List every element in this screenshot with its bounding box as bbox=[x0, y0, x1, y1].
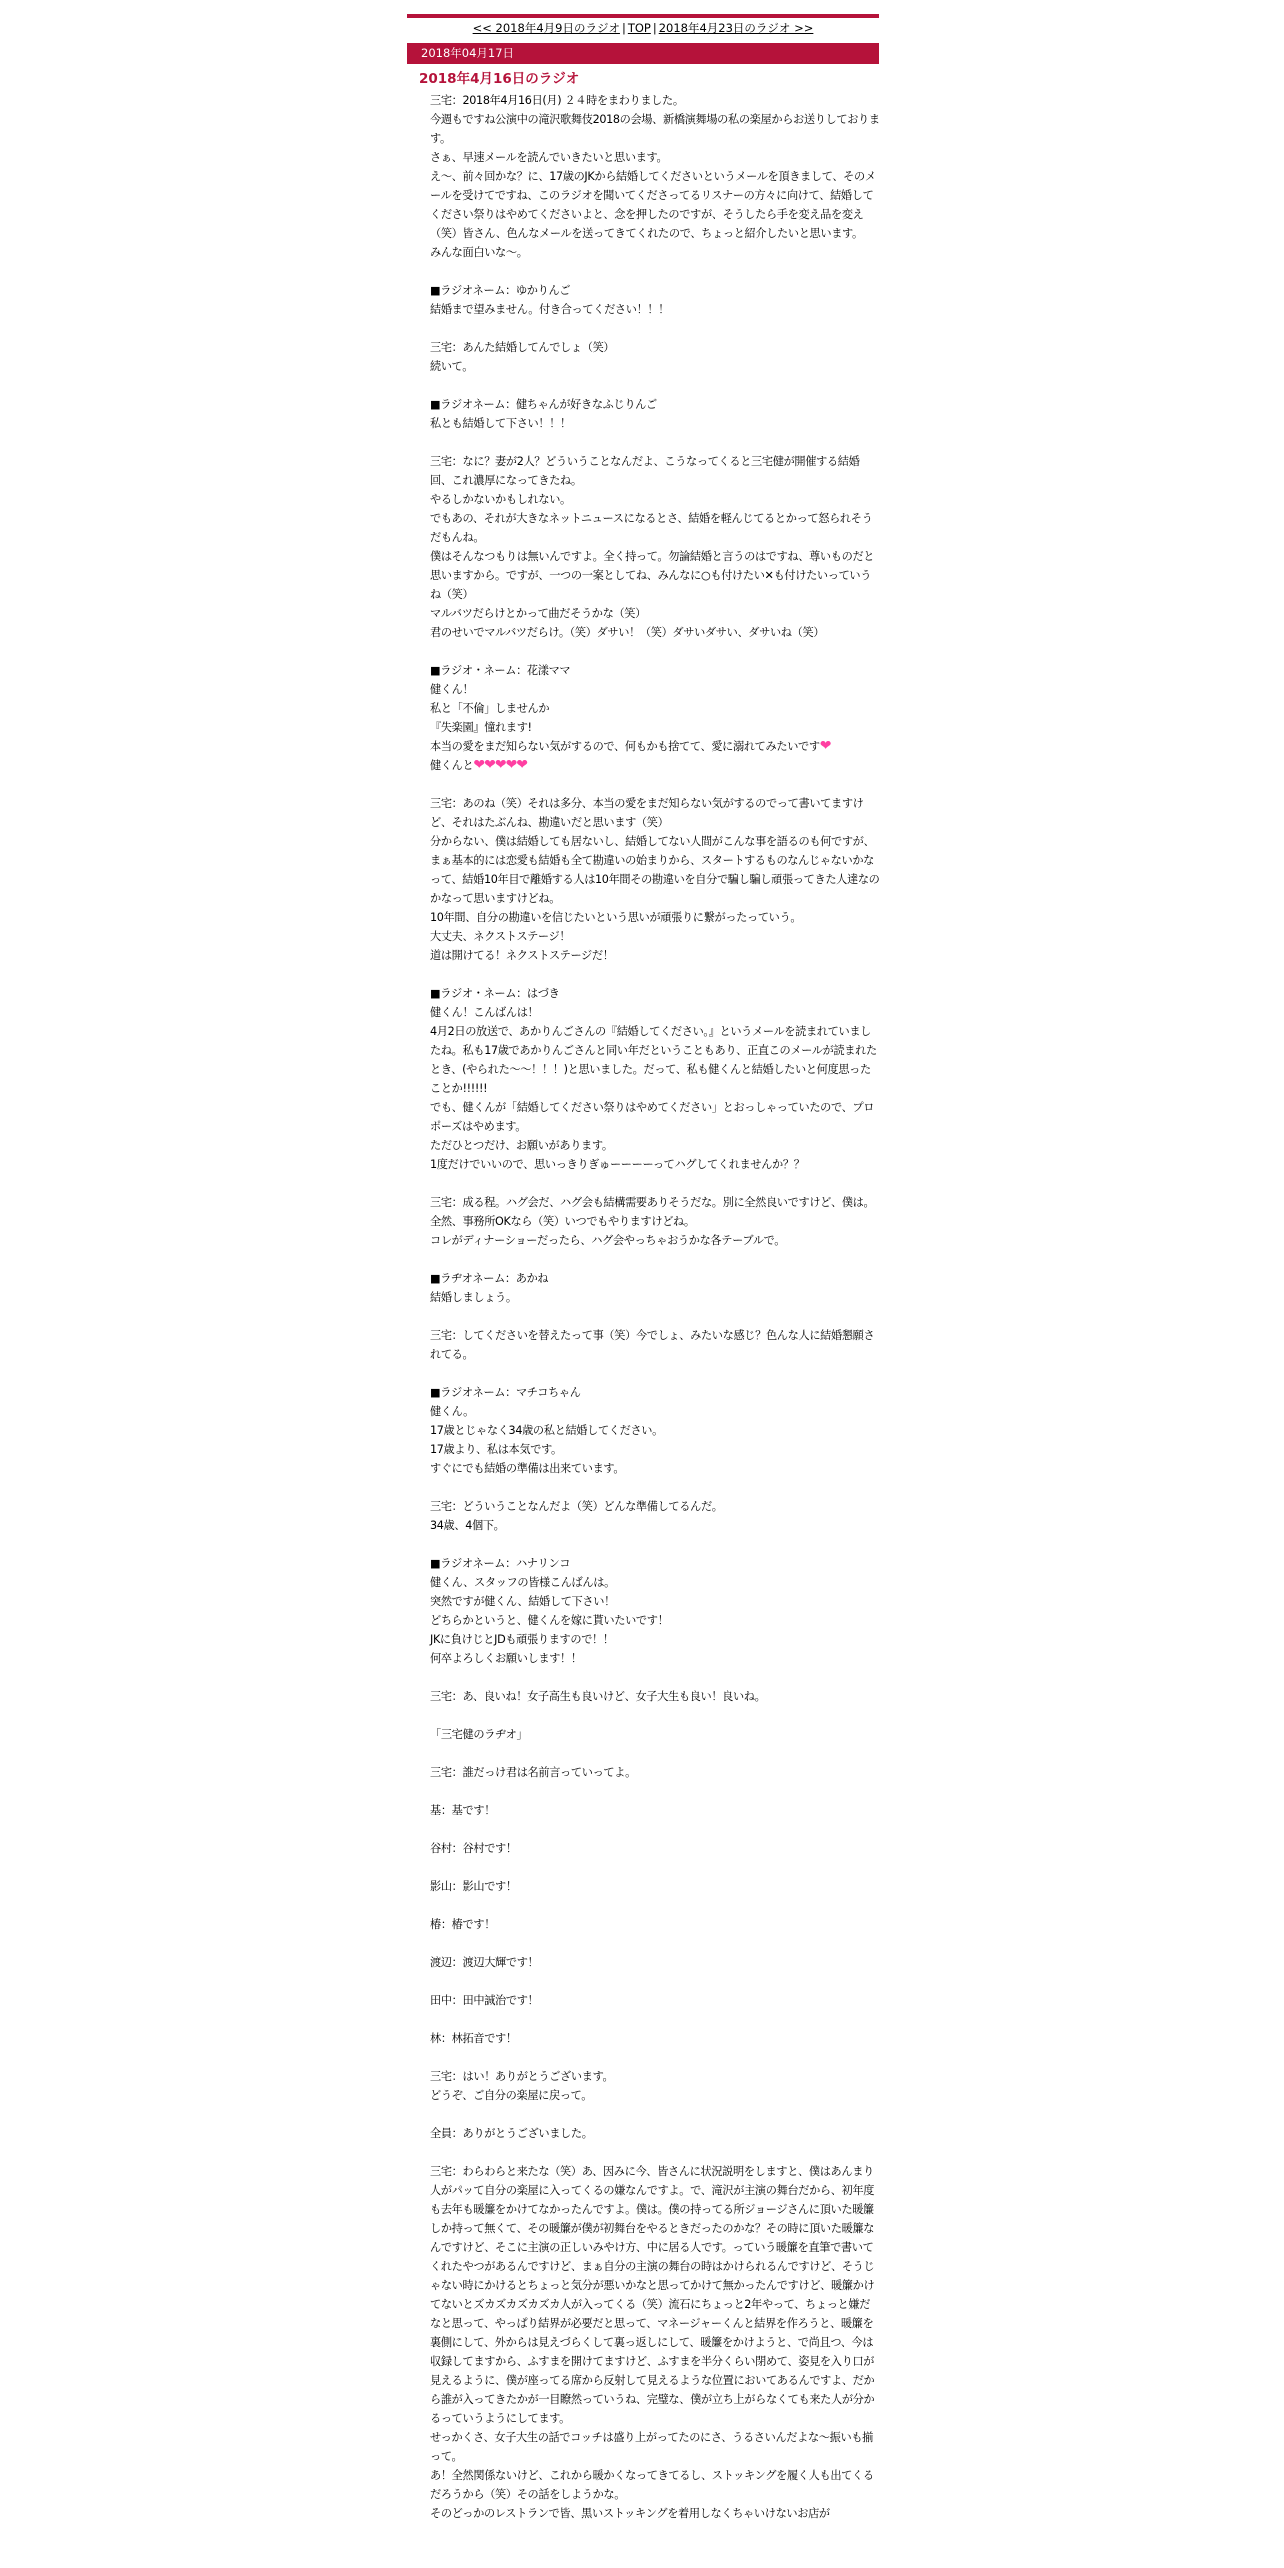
body-line: そのどっかのレストランで皆、黒いストッキングを着用しなくちゃいけないお店が bbox=[430, 2507, 830, 2520]
body-line: 何卒よろしくお願いします！！ bbox=[430, 1652, 582, 1665]
body-line: 突然ですが健くん、結婚して下さい！ bbox=[430, 1595, 615, 1608]
blank-line bbox=[430, 642, 880, 661]
body-line: 10年間、自分の勘違いを信じたいという思いが頑張りに繋がったっていう。 bbox=[430, 911, 802, 924]
body-line: さぁ、早速メールを読んでいきたいと思います。 bbox=[430, 151, 668, 164]
body-line: 椿：椿です！ bbox=[430, 1918, 496, 1931]
body-line: 基：基です！ bbox=[430, 1804, 496, 1817]
body-line: あ！全然関係ないけど、これから暖かくなってきてるし、ストッキングを履く人も出てくるだろうから（笑）その話をしようかな。 bbox=[430, 2469, 874, 2501]
body-line: やるしかないかもしれない。 bbox=[430, 493, 571, 506]
body-line: 大丈夫、ネクストステージ！ bbox=[430, 930, 571, 943]
body-line: 田中：田中誠治です！ bbox=[430, 1994, 539, 2007]
body-line: え～、前々回かな？に、17歳のJKから結婚してくださいというメールを頂きまして、そのメールを受けてですね、このラジオを聞いてくださってるリスナーの方々に向けて、結婚してください祭りはやめてくださいよと、念を押したのですが、そうしたら手を変え品を変え（笑）皆さん、色んなメールを送ってきてくれたので、ちょっと紹介したいと思います。 bbox=[430, 170, 876, 240]
blank-line bbox=[430, 2143, 880, 2162]
body-line: マルバツだらけとかって曲だそうかな（笑） bbox=[430, 607, 646, 620]
body-line: 『失楽園』憧れます! bbox=[430, 721, 532, 734]
body-line: 三宅：あんた結婚してんでしょ（笑） bbox=[430, 341, 615, 354]
blank-line bbox=[430, 1668, 880, 1687]
body-line: 17歳より、私は本気です。 bbox=[430, 1443, 562, 1456]
body-line: ■ラヂオネーム：あかね bbox=[430, 1272, 549, 1285]
blank-line bbox=[430, 1744, 880, 1763]
blank-line bbox=[430, 2010, 880, 2029]
blank-line bbox=[430, 1307, 880, 1326]
body-line: 影山：影山です！ bbox=[430, 1880, 517, 1893]
blank-line bbox=[430, 965, 880, 984]
body-line: 健くん、スタッフの皆様こんばんは。 bbox=[430, 1576, 615, 1589]
body-line: 三宅：どういうことなんだよ（笑）どんな準備してるんだ。 bbox=[430, 1500, 723, 1513]
body-line: 私と「不倫」しませんか bbox=[430, 702, 550, 715]
body-line: 17歳とじゃなく34歳の私と結婚してください。 bbox=[430, 1424, 663, 1437]
body-line: 三宅：あ、良いね！女子高生も良いけど、女子大生も良い！良いね。 bbox=[430, 1690, 766, 1703]
body-line: 結婚まで望みません。付き合ってください！！！ bbox=[430, 303, 670, 316]
blank-line bbox=[430, 1820, 880, 1839]
blank-line bbox=[430, 1250, 880, 1269]
body-line: ■ラジオ・ネーム：はづき bbox=[430, 987, 560, 1000]
top-link[interactable]: TOP bbox=[627, 21, 651, 35]
blank-line bbox=[430, 1364, 880, 1383]
heart-icon: ❤ bbox=[819, 738, 831, 754]
entry-date-bar: 2018年04月17日 bbox=[407, 43, 879, 64]
next-entry-link[interactable]: 2018年4月23日のラジオ >> bbox=[658, 21, 814, 35]
blank-line bbox=[430, 1706, 880, 1725]
body-line: ■ラジオ・ネーム：花漾ママ bbox=[430, 664, 571, 677]
blank-line bbox=[430, 1174, 880, 1193]
body-line: 君のせいでマルバツだらけ。（笑）ダサい！（笑）ダサいダサい、ダサいね（笑） bbox=[430, 626, 825, 639]
body-line: 続いて。 bbox=[430, 360, 474, 373]
body-line: 全員：ありがとうございました。 bbox=[430, 2127, 593, 2140]
blank-line bbox=[430, 2105, 880, 2124]
body-line: 分からない、僕は結婚しても居ないし、結婚してない人間がこんな事を語るのも何ですが、まぁ基本的には恋愛も結婚も全て勘違いの始まりから、スタートするものなんじゃないかなって、結婚10年目で離婚する人は10年間その勘違いを自分で騙し騙し頑張ってきた人達なのかなって思いますけどね。 bbox=[430, 835, 880, 905]
body-line: 健くんと❤❤❤❤❤ bbox=[430, 757, 528, 773]
body-line: ■ラジオネーム：マチコちゃん bbox=[430, 1386, 581, 1399]
heart-icon: ❤ bbox=[516, 757, 528, 773]
heart-icon: ❤ bbox=[473, 757, 485, 773]
blank-line bbox=[430, 376, 880, 395]
body-line: 林：林拓音です！ bbox=[430, 2032, 517, 2045]
blank-line bbox=[430, 262, 880, 281]
prev-entry-link[interactable]: << 2018年4月9日のラジオ bbox=[472, 21, 620, 35]
blank-line bbox=[430, 1896, 880, 1915]
blank-line bbox=[430, 1782, 880, 1801]
heart-icon: ❤ bbox=[505, 757, 517, 773]
body-line: 三宅：あのね（笑）それは多分、本当の愛をまだ知らない気がするのでって書いてますけど、それはたぶんね、勘違いだと思います（笑） bbox=[430, 797, 864, 829]
heart-icon: ❤ bbox=[484, 757, 495, 773]
body-line: 道は開けてる！ネクストステージだ！ bbox=[430, 949, 614, 962]
body-line: どちらかというと、健くんを嫁に貰いたいです！ bbox=[430, 1614, 669, 1627]
body-line: 本当の愛をまだ知らない気がするので、何もかも捨てて、愛に溺れてみたいです❤ bbox=[430, 738, 831, 754]
blank-line bbox=[430, 1858, 880, 1877]
heart-icon: ❤ bbox=[494, 757, 506, 773]
body-line: 三宅：してくださいを替えたって事（笑）今でしょ、みたいな感じ？色んな人に結婚懇願されてる。 bbox=[430, 1329, 875, 1361]
body-line: 1度だけでいいので、思いっきりぎゅーーーーってハグしてくれませんか？？ bbox=[430, 1158, 805, 1171]
body-line: 健くん。 bbox=[430, 1405, 475, 1418]
body-line: 「三宅健のラヂオ」 bbox=[430, 1728, 528, 1741]
body-line: ■ラジオネーム：健ちゃんが好きなふじりんご bbox=[430, 398, 657, 411]
body-line: どうぞ、ご自分の楽屋に戻って。 bbox=[430, 2089, 593, 2102]
body-line: 三宅：なに？妻が2人？どういうことなんだよ、こうなってくると三宅健が開催する結婚回、これ濃厚になってきたね。 bbox=[430, 455, 860, 487]
body-line: 健くん！こんばんは！ bbox=[430, 1006, 539, 1019]
body-line: 三宅：成る程。ハグ会だ、ハグ会も結構需要ありそうだな。別に全然良いですけど、僕は。全然、事務所OKなら（笑）いつでもやりますけどね。 bbox=[430, 1196, 875, 1228]
body-line: ■ラジオネーム：ゆかりんご bbox=[430, 284, 571, 297]
entry-navigation bbox=[407, 21, 879, 36]
body-line: せっかくさ、女子大生の話でコッチは盛り上がってたのにさ、うるさいんだよな～振いも揃って。 bbox=[430, 2431, 873, 2463]
nav-separator: | bbox=[652, 21, 657, 35]
blank-line bbox=[430, 1478, 880, 1497]
blank-line bbox=[430, 319, 880, 338]
entry-body bbox=[430, 91, 880, 2523]
blank-line bbox=[430, 1972, 880, 1991]
body-line: 谷村：谷村です！ bbox=[430, 1842, 517, 1855]
top-accent-bar bbox=[407, 14, 879, 18]
body-line: でもあの、それが大きなネットニュースになるとさ、結婚を軽んじてるとかって怒られそうだもんね。 bbox=[430, 512, 873, 544]
body-line: すぐにでも結婚の準備は出来ています。 bbox=[430, 1462, 625, 1475]
body-line: 渡辺：渡辺大輝です！ bbox=[430, 1956, 539, 1969]
entry-title: 2018年4月16日のラジオ bbox=[419, 71, 580, 87]
body-line: 三宅：2018年4月16日(月) ２４時をまわりました。 bbox=[430, 94, 684, 107]
body-line: 34歳、4個下。 bbox=[430, 1519, 505, 1532]
body-line: 私とも結婚して下さい！！！ bbox=[430, 417, 571, 430]
nav-separator: | bbox=[621, 21, 626, 35]
body-line: 僕はそんなつもりは無いんですよ。全く持って。勿論結婚と言うのはですね、尊いものだと思いますから。ですが、一つの一案としてね、みんなに○も付けたい✕も付けたいっていうね（笑） bbox=[430, 550, 875, 601]
body-line: 4月2日の放送で、あかりんごさんの『結婚してください。』というメールを読まれていましたね。私も17歳であかりんごさんと同い年だということもあり、正直このメールが読まれたとき、(やられた～～！！！)と思いました。だって、私も健くんと結婚したいと何度思ったことか!!!!!! bbox=[430, 1025, 877, 1095]
body-line: 三宅：はい！ありがとうございます。 bbox=[430, 2070, 614, 2083]
blank-line bbox=[430, 433, 880, 452]
body-line: JKに負けじとJDも頑張りますので！！ bbox=[430, 1633, 614, 1646]
body-line: 三宅：誰だっけ君は名前言っていってよ。 bbox=[430, 1766, 636, 1779]
body-line: 三宅：わらわらと来たな（笑）あ、因みに今、皆さんに状況説明をしますと、僕はあんまり人がパッて自分の楽屋に入ってくるの嫌なんですよ。で、滝沢が主演の舞台だから、初年度も去年も暖簾をかけてなかったんですよ。僕は。僕の持ってる所ジョージさんに頂いた暖簾しか持って無くて、その暖簾が僕が初舞台をやるときだったのかな？その時に頂いた暖簾なんですけど、そこに主演の正しいみやけ方、中に居る人です。っていう暖簾を直筆で書いてくれたやつがあるんですけど、まぁ自分の主演の舞台の時はかけられるんですけど、そうじゃない時にかけるとちょっと気分が悪いかなと思ってかけて無かったんですけど、暖簾かけてないとズカズカズカズカ人が入ってくる（笑）流石にちょっと2年やって、ちょっと嫌だなと思って、やっぱり結界が必要だと思って、マネージャーくんと結界を作ろうと、暖簾を裏側にして、外からは見えづらくして裏っ返しにして、暖簾をかけようと、で尚且つ、今は収録してますから、ふすまを開けてますけど、ふすまを半分くらい閉めて、姿見を入り口が見えるように、僕が座ってる席から反射して見えるような位置においてあるんですよ、だから誰が入ってきたかが一目瞭然っていうね、完璧な、僕が立ち上がらなくても来た人が分かるっていうようにしてます。 bbox=[430, 2165, 875, 2425]
entry-container bbox=[407, 14, 879, 2523]
body-line: 健くん！ bbox=[430, 683, 474, 696]
body-line: 結婚しましょう。 bbox=[430, 1291, 517, 1304]
body-line: コレがディナーショーだったら、ハグ会やっちゃおうかな各テーブルで。 bbox=[430, 1234, 786, 1247]
blank-line bbox=[430, 775, 880, 794]
body-line: ■ラジオネーム：ハナリンコ bbox=[430, 1557, 571, 1570]
blank-line bbox=[430, 1934, 880, 1953]
blank-line bbox=[430, 1535, 880, 1554]
body-line: でも、健くんが「結婚してください祭りはやめてください」とおっしゃっていたので、プロポーズはやめます。 bbox=[430, 1101, 875, 1133]
body-line: みんな面白いな～。 bbox=[430, 246, 528, 259]
body-line: 今週もですね公演中の滝沢歌舞伎2018の会場、新橋演舞場の私の楽屋からお送りしております。 bbox=[430, 113, 880, 145]
blank-line bbox=[430, 2048, 880, 2067]
body-line: ただひとつだけ、お願いがあります。 bbox=[430, 1139, 613, 1152]
